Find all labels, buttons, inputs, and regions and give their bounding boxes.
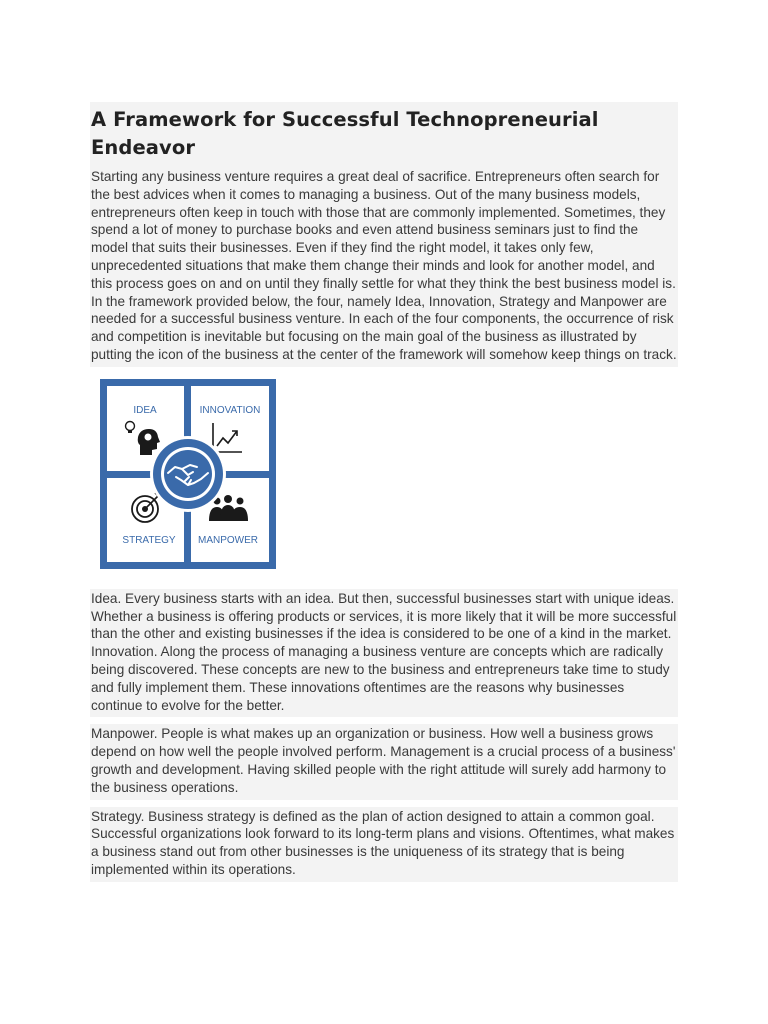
title-block [90, 102, 678, 367]
label-strategy: STRATEGY [122, 534, 176, 546]
paragraph-manpower: Manpower. People is what makes up an organization or business. How well a business grows depend on how well the people involved perform. Management is a crucial process of a business' growth and development. Having skilled people with the right attitude will surely add harmony to the business operations. [91, 726, 676, 795]
article [90, 102, 678, 882]
paragraph-idea: Idea. Every business starts with an idea. But then, successful businesses start with unique ideas. Whether a business is offering products or services, it is more likely that it will be more successful than the other and existing businesses if the idea is considered to be one of a kind in the market. Innovation. Along the process of managing a business venture are concepts which are radically being discovered. These concepts are new to the business and entrepreneurs take time to study and fully implement them. These innovations oftentimes are the reasons why businesses continue to evolve for the better. [91, 590, 677, 713]
article-title: A Framework for Successful Technopreneurial Endeavor [91, 108, 599, 159]
paragraph-manpower-block [90, 724, 678, 799]
label-idea: IDEA [133, 404, 157, 416]
framework-diagram [100, 379, 276, 569]
spacer [90, 800, 678, 807]
intro-paragraph: Starting any business venture requires a great deal of sacrifice. Entrepreneurs often search for the best advices when it comes to managing a business. Out of the many business models, entrepreneurs often keep in touch with those that are commonly implemented. Sometimes, they spend a lot of money to purchase books and even attend business seminars just to find the model that suits their businesses. Even if they find the right model, it takes only few, unprecedented situations that make them change their minds and look for another model, and this process goes on and on until they finally settle for what they think the best business model is. In the framework provided below, the four, namely Idea, Innovation, Strategy and Manpower are needed for a successful business venture. In each of the four components, the occurrence of risk and competition is inevitable but focusing on the main goal of the business as illustrated by putting the icon of the business at the center of the framework will somehow keep things on track. [91, 169, 677, 362]
paragraph-strategy: Strategy. Business strategy is defined as the plan of action designed to attain a common goal. Successful organizations look forward to its long-term plans and visions. Oftentimes, what makes a business stand out from other businesses is the uniqueness of its strategy that is being implemented within its operations. [91, 808, 675, 877]
label-manpower: MANPOWER [198, 534, 258, 546]
spacer [90, 717, 678, 724]
paragraph-strategy-block [90, 807, 678, 882]
label-innovation: INNOVATION [199, 404, 261, 416]
framework-figure-area [90, 367, 678, 589]
paragraph-idea-block [90, 589, 678, 718]
